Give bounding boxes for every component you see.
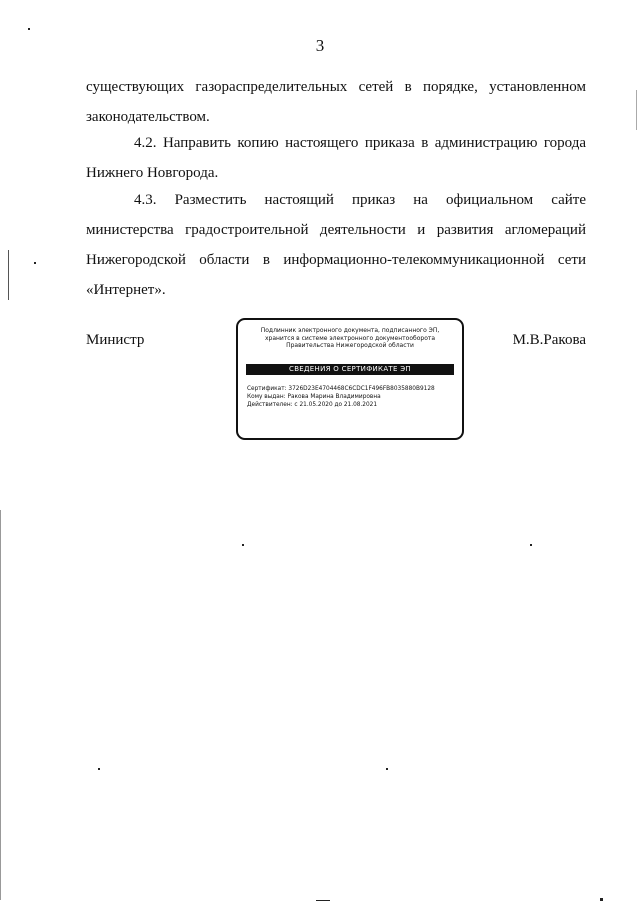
scan-edge-mark [0, 510, 1, 900]
signer-name: М.В.Ракова [512, 332, 586, 348]
stamp-banner: СВЕДЕНИЯ О СЕРТИФИКАТЕ ЭП [246, 364, 454, 375]
paragraph-4-3: 4.3. Разместить настоящий приказ на официальном сайте министерства градостроительной деятельности и развития агломераций Нижегородской области в информационно-телекоммуникационной сети «Интернет». [86, 192, 586, 298]
stamp-header-line: Правительства Нижегородской области [286, 342, 414, 349]
certificate-number: Сертификат: 3726D23E4704468C6CDC1F496FB8035880B9128 [247, 386, 435, 392]
paragraph-continuation: существующих газораспределительных сетей в порядке, установленном законодательством. [86, 79, 586, 125]
certificate-validity: Действителен: с 21.05.2020 до 21.08.2021 [247, 402, 378, 408]
scan-speck [316, 900, 330, 901]
stamp-header-line: хранится в системе электронного документооборота [264, 334, 436, 342]
scan-speck [28, 28, 30, 30]
signer-position: Министр [86, 332, 145, 348]
page-number: 3 [315, 36, 325, 55]
paragraph-4-2: 4.2. Направить копию настоящего приказа в администрацию города Нижнего Новгорода. [86, 135, 586, 181]
scan-speck [98, 768, 100, 770]
scan-speck [530, 544, 532, 546]
certificate-owner: Кому выдан: Ракова Марина Владимировна [247, 394, 381, 400]
scan-speck [34, 262, 36, 264]
scan-speck [600, 898, 603, 901]
electronic-signature-stamp [236, 318, 464, 440]
stamp-header [244, 327, 456, 350]
scan-speck [386, 768, 388, 770]
scan-edge-mark [8, 250, 9, 300]
scan-speck [242, 544, 244, 546]
scan-edge-mark [636, 90, 637, 130]
stamp-header-line: Подлинник электронного документа, подписанного ЭП, [260, 327, 440, 334]
signature-block [0, 318, 640, 448]
stamp-certificate-details [247, 385, 456, 409]
